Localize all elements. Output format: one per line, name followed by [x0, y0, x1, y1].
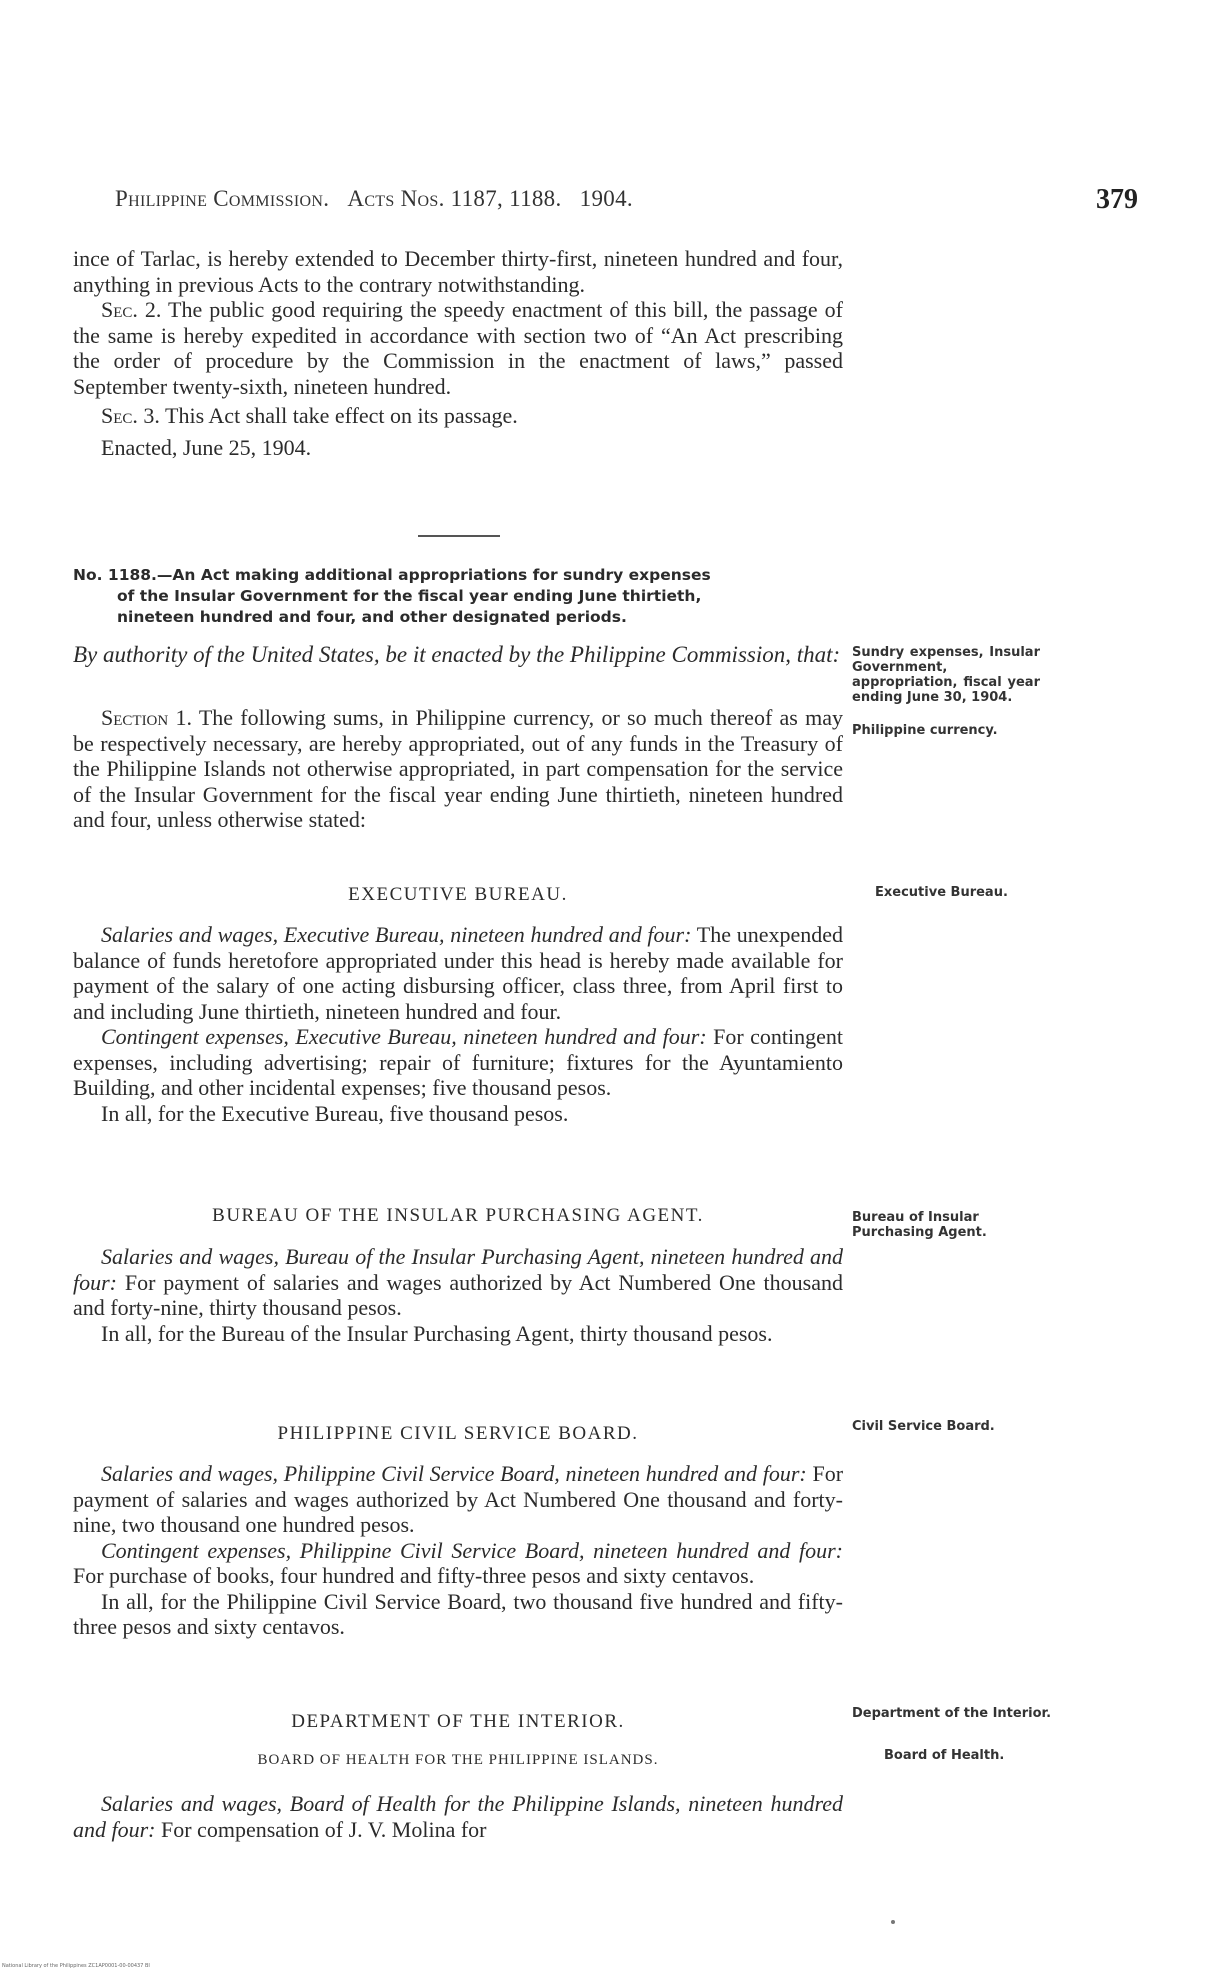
enacted-date: Enacted, June 25, 1904.: [101, 434, 312, 460]
civil-salaries-text: For payment of salaries and wages authorized by Act Numbered One thousand and forty-nine, two thousand one hundred pesos.: [73, 1461, 844, 1537]
section-2-text: The public good requiring the speedy enactment of this bill, the passage of the same is hereby expedited in accordance with section two of “An Act prescribing the order of procedure by the Commission in the enactment of laws,” passed September twenty-sixth, nineteen hundred.: [73, 297, 843, 399]
executive-salaries-text: The unexpended balance of funds heretofore appropriated under this head is hereby made available for payment of the salary of one acting disbursing officer, class three, from April first to and including June thirtieth, nineteen hundred and four.: [73, 922, 844, 1024]
margin-note-interior: Department of the Interior.: [852, 1706, 1052, 1721]
executive-contingent-label: Contingent expenses, Executive Bureau, nineteen hundred and four:: [101, 1024, 707, 1049]
executive-contingent-text: For contingent expenses, including advertising; repair of furniture; fixtures for the Ayuntamiento Building, and other incidental expenses; five thousand pesos.: [73, 1024, 843, 1100]
margin-note-purchasing-agent: Bureau of Insular Purchasing Agent.: [852, 1210, 987, 1240]
civil-salaries-label: Salaries and wages, Philippine Civil Service Board, nineteen hundred and four:: [101, 1461, 807, 1486]
section-1-text: The following sums, in Philippine currency, or so much thereof as may be respectively necessary, are hereby appropriated, out of any funds in the Treasury of the Philippine Islands not otherwise appropriated, in part compensation for the service of the Insular Government for the fiscal year ending June thirtieth, nineteen hundred and four, unless otherwise stated:: [73, 705, 843, 832]
civil-salaries-paragraph: [73, 1461, 843, 1538]
header-title: Philippine Commission.: [115, 186, 330, 211]
page-number: 379: [1096, 184, 1138, 215]
health-salaries-label: Salaries and wages, Board of Health for the Philippine Islands, nineteen hundred and four:: [73, 1791, 843, 1842]
margin-note-board-of-health: Board of Health.: [884, 1748, 1005, 1763]
act-1188-title: [73, 565, 843, 628]
heading-civil-service-board: PHILIPPINE CIVIL SERVICE BOARD.: [277, 1423, 639, 1444]
margin-note-sundry-expenses: Sundry expenses, Insular Government, appropriation, fiscal year ending June 30, 1904.: [852, 645, 1040, 705]
civil-contingent-label: Contingent expenses, Philippine Civil Service Board, nineteen hundred and four:: [101, 1537, 843, 1563]
section-3-text: This Act shall take effect on its passage.: [165, 403, 518, 428]
purchasing-salaries-text: For payment of salaries and wages authorized by Act Numbered One thousand and forty-nine, thirty thousand pesos.: [73, 1269, 843, 1320]
heading-executive-bureau: EXECUTIVE BUREAU.: [348, 884, 568, 905]
section-2-label: Sec. 2.: [101, 297, 162, 322]
executive-bureau-body: [73, 922, 843, 1126]
heading-purchasing-agent: BUREAU OF THE INSULAR PURCHASING AGENT.: [212, 1205, 704, 1226]
purchasing-salaries-label: Salaries and wages, Bureau of the Insular Purchasing Agent, nineteen hundred and four:: [73, 1244, 843, 1295]
margin-note-civil-service: Civil Service Board.: [852, 1419, 995, 1434]
executive-contingent-paragraph: [73, 1024, 843, 1101]
scan-footer: National Library of the Philippines ZC1AP0001-00-00437 BI: [2, 1963, 150, 1969]
health-salaries-paragraph: [73, 1791, 843, 1842]
civil-service-body: [73, 1461, 843, 1640]
enacting-clause: By authority of the United States, be it enacted by the Philippine Commission, that:: [73, 642, 841, 667]
act-title-line-1: No. 1188.—An Act making additional appropriations for sundry expenses: [73, 566, 711, 584]
act-title-line-3: nineteen hundred and four, and other designated periods.: [117, 608, 627, 626]
purchasing-salaries-paragraph: [73, 1244, 843, 1321]
health-salaries-text: For compensation of J. V. Molina for: [161, 1816, 487, 1842]
civil-total: In all, for the Philippine Civil Service Board, two thousand five hundred and fifty-three pesos and sixty centavos.: [73, 1588, 843, 1639]
running-header: [115, 186, 633, 212]
heading-board-of-health: BOARD OF HEALTH FOR THE PHILIPPINE ISLANDS.: [257, 1752, 659, 1768]
intro-paragraph-1: ince of Tarlac, is hereby extended to December thirty-first, nineteen hundred and four, anything in previous Acts to the contrary notwithstanding.: [73, 246, 843, 297]
civil-contingent-paragraph: [73, 1538, 843, 1589]
section-1: [73, 705, 843, 833]
margin-note-executive-bureau: Executive Bureau.: [875, 885, 1008, 900]
page-mark: [891, 1920, 895, 1924]
civil-contingent-text: For purchase of books, four hundred and fifty-three pesos and sixty centavos.: [73, 1563, 755, 1588]
act-title-line-2: of the Insular Government for the fiscal year ending June thirtieth,: [117, 587, 702, 605]
margin-note-philippine-currency: Philippine currency.: [852, 723, 998, 738]
section-divider: [418, 535, 500, 537]
executive-salaries-paragraph: [73, 922, 843, 1024]
heading-department-interior: DEPARTMENT OF THE INTERIOR.: [291, 1711, 625, 1732]
section-1-paragraph: [73, 705, 843, 833]
header-year: 1904.: [579, 186, 633, 211]
header-acts: Acts Nos. 1187, 1188.: [347, 186, 562, 211]
executive-salaries-label: Salaries and wages, Executive Bureau, nineteen hundred and four:: [101, 922, 692, 947]
board-of-health-body: [73, 1791, 843, 1842]
section-3-label: Sec. 3.: [101, 403, 160, 428]
purchasing-total: In all, for the Bureau of the Insular Purchasing Agent, thirty thousand pesos.: [101, 1320, 773, 1346]
section-3-paragraph: [73, 403, 843, 429]
executive-total: In all, for the Executive Bureau, five thousand pesos.: [101, 1100, 569, 1126]
purchasing-agent-body: [73, 1244, 843, 1346]
section-1-label: Section 1.: [101, 705, 192, 730]
section-2-paragraph: [73, 297, 843, 399]
act-1187-continuation: [73, 246, 843, 460]
